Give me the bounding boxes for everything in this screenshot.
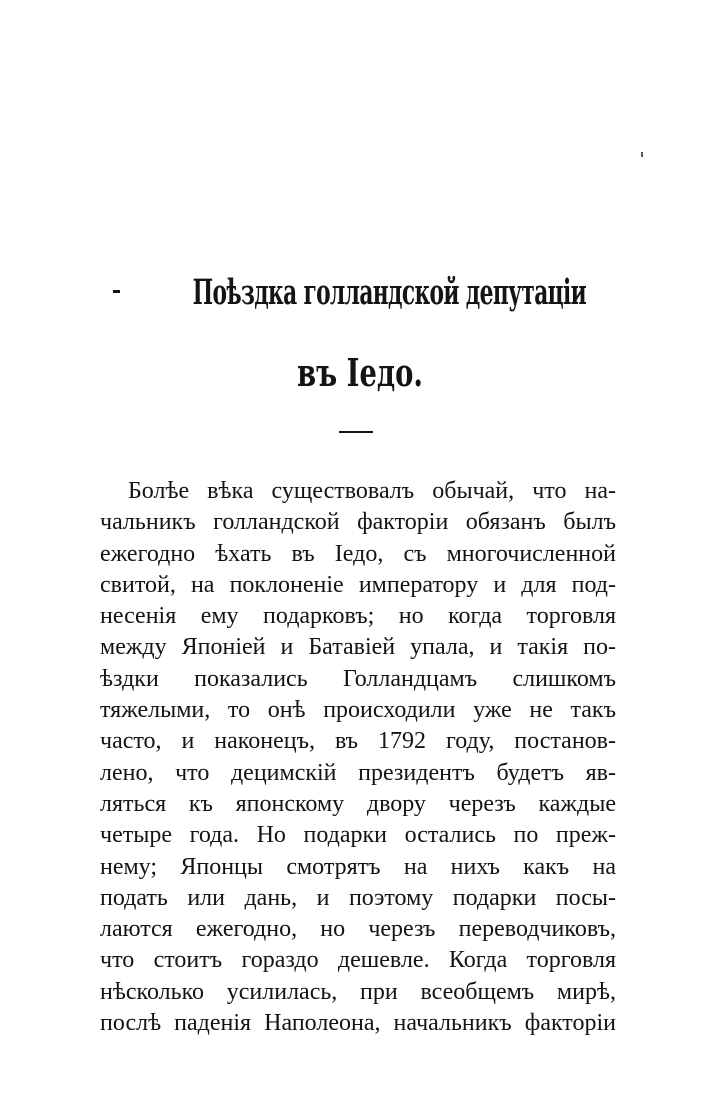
text-line: между Японіей и Батавіей упала, и такія по-	[100, 634, 616, 661]
text-line: что стоитъ гораздо дешевле. Когда торговля	[100, 947, 616, 974]
text-line: послѣ паденія Наполеона, начальникъ факторіи	[100, 1010, 616, 1037]
text-line: ѣздки показались Голландцамъ слишкомъ	[100, 665, 616, 692]
chapter-title-line-2: въ Іедо.	[297, 350, 423, 395]
text-line: тяжелыми, то онѣ происходили уже не такъ	[100, 697, 616, 724]
title-divider	[339, 431, 373, 433]
text-line: Болѣе вѣка существовалъ обычай, что на-	[128, 478, 616, 504]
chapter-title-line-1: Поѣздка голландской депутаціи	[192, 272, 587, 313]
text-line: подать или дань, и поэтому подарки посы-	[100, 884, 616, 911]
text-line: лаются ежегодно, но черезъ переводчиковъ,	[100, 916, 616, 943]
margin-mark	[641, 152, 643, 157]
text-line: ляться къ японскому двору черезъ каждые	[100, 790, 616, 817]
text-line: нему; Японцы смотрятъ на нихъ какъ на	[100, 853, 616, 880]
text-line: нѣсколько усилилась, при всеобщемъ мирѣ,	[100, 978, 616, 1005]
text-line: лено, что децимскій президентъ будетъ яв-	[100, 759, 616, 786]
text-line: свитой, на поклоненіе императору и для под-	[100, 571, 616, 598]
text-line: часто, и наконецъ, въ 1792 году, постанов-	[100, 728, 616, 755]
text-line: несенія ему подарковъ; но когда торговля	[100, 603, 616, 630]
text-line: чальникъ голландской факторіи обязанъ былъ	[100, 509, 616, 536]
title-dash-mark	[113, 290, 120, 293]
text-line: ежегодно ѣхать въ Іедо, съ многочисленной	[100, 540, 616, 567]
body-paragraph	[100, 476, 616, 1039]
text-line: четыре года. Но подарки остались по преж-	[100, 822, 616, 849]
